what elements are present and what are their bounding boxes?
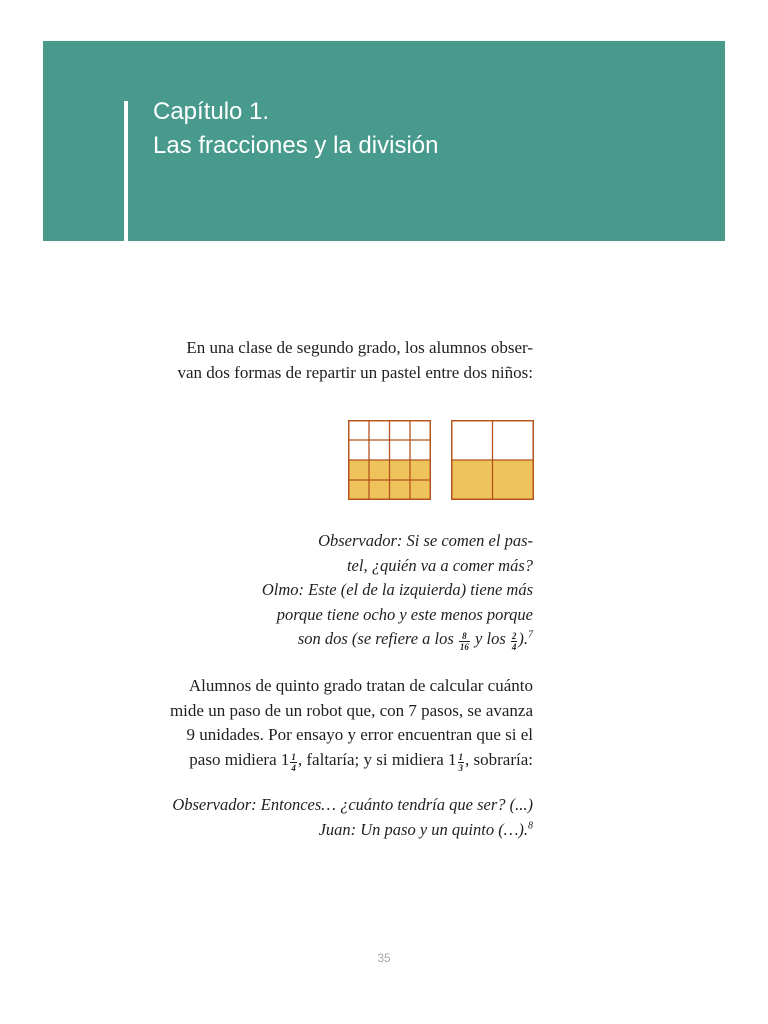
chapter-number: Capítulo 1. (153, 98, 270, 125)
page-number: 35 (377, 951, 391, 965)
intro-paragraph (178, 336, 534, 385)
text-line: porque tiene ocho y este menos porque (276, 604, 533, 624)
chapter-title (153, 95, 438, 163)
chapter-name: Las fracciones y la división (153, 132, 439, 159)
cake-division-figure (348, 420, 534, 500)
right-cake-quarters (451, 420, 534, 500)
text-line: Olmo: Este (el de la izquierda) tiene más (261, 580, 533, 599)
cake-illustration (348, 420, 534, 500)
dialog-block-1 (262, 529, 533, 652)
text-line: van dos formas de repartir un pastel entre dos niños: (177, 362, 533, 382)
text-line: Alumnos de quinto grado tratan de calcular cuánto (188, 676, 533, 695)
text-line: paso midiera 1 $\frac{1}{4}$ , faltaría; y si midiera 1 $\frac{1}{3}$ , sobraría: (189, 749, 533, 773)
footnote-ref: 7 (528, 629, 533, 641)
text-line: Juan: Un paso y un quinto (…).$^8$ (318, 819, 533, 839)
text-line: Observador: Entonces… ¿cuánto tendría que ser? (...) (172, 795, 533, 814)
fraction-one-fourth: $\frac{1}{4}$ (291, 751, 296, 773)
dialog-block-2 (172, 793, 533, 842)
text-line: 9 unidades. Por ensayo y error encuentran que si el (186, 725, 533, 744)
text-line: En una clase de segundo grado, los alumnos obser- (186, 338, 533, 357)
left-cake-sixteenths (348, 420, 431, 500)
fraction-eight-sixteenths: $\frac{8}{16}$ (459, 631, 469, 652)
text-line: Observador: Si se comen el pas- (318, 531, 533, 550)
fraction-one-third: $\frac{1}{3}$ (458, 751, 464, 773)
footnote-ref: 8 (528, 820, 533, 831)
text-line: tel, ¿quién va a comer más? (346, 555, 533, 575)
text-line: son dos (se refiere a los $\frac{8}{16}$ y los $\frac{2}{4}$ ).$^7$ (297, 629, 533, 652)
fraction-two-fourths: $\frac{2}{4}$ (511, 631, 517, 652)
paragraph-robot (170, 674, 533, 773)
text-line: mide un paso de un robot que, con 7 pasos, se avanza (169, 700, 533, 720)
banner-divider (124, 101, 128, 241)
